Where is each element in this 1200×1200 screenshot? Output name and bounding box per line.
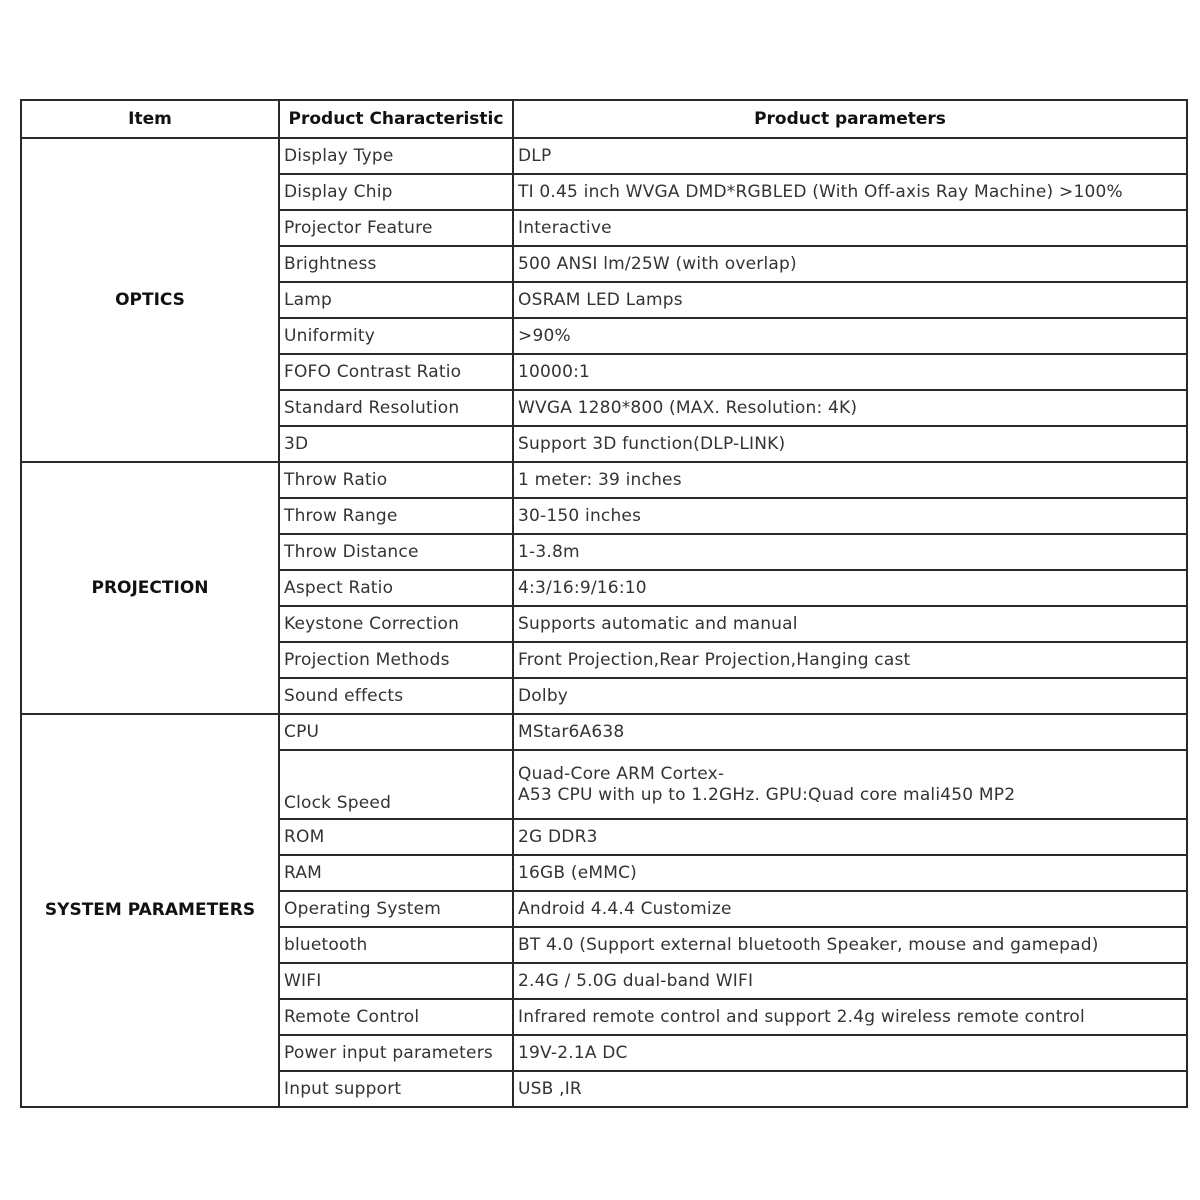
characteristic-cell: WIFI [279,963,513,999]
characteristic-cell: CPU [279,714,513,750]
parameter-cell: 1 meter: 39 inches [513,462,1187,498]
parameter-cell: DLP [513,138,1187,174]
parameter-cell: MStar6A638 [513,714,1187,750]
characteristic-cell: Throw Range [279,498,513,534]
characteristic-cell: Keystone Correction [279,606,513,642]
characteristic-cell: Aspect Ratio [279,570,513,606]
parameter-cell: 10000:1 [513,354,1187,390]
characteristic-cell: Projection Methods [279,642,513,678]
characteristic-cell: RAM [279,855,513,891]
parameter-line: A53 CPU with up to 1.2GHz. GPU:Quad core mali450 MP2 [518,784,1016,805]
characteristic-cell: Brightness [279,246,513,282]
characteristic-cell: Display Type [279,138,513,174]
parameter-cell: Dolby [513,678,1187,714]
characteristic-cell: FOFO Contrast Ratio [279,354,513,390]
parameter-cell: OSRAM LED Lamps [513,282,1187,318]
parameter-cell: 16GB (eMMC) [513,855,1187,891]
characteristic-cell: Sound effects [279,678,513,714]
characteristic-cell: ROM [279,819,513,855]
parameter-cell: WVGA 1280*800 (MAX. Resolution: 4K) [513,390,1187,426]
parameter-cell: Supports automatic and manual [513,606,1187,642]
characteristic-cell: Projector Feature [279,210,513,246]
group-label: PROJECTION [21,462,279,714]
characteristic-cell: Standard Resolution [279,390,513,426]
parameter-cell: 2.4G / 5.0G dual-band WIFI [513,963,1187,999]
table-row [21,714,1187,750]
parameter-cell: 30-150 inches [513,498,1187,534]
characteristic-cell: Power input parameters [279,1035,513,1071]
characteristic-cell: Remote Control [279,999,513,1035]
parameter-line: Quad-Core ARM Cortex- [518,764,725,785]
table-row [21,138,1187,174]
spec-table [20,99,1188,1108]
parameter-cell [513,750,1187,819]
characteristic-cell: Throw Distance [279,534,513,570]
parameter-cell: Front Projection,Rear Projection,Hanging cast [513,642,1187,678]
parameter-cell: Android 4.4.4 Customize [513,891,1187,927]
header-parameters: Product parameters [513,100,1187,138]
characteristic-cell: Lamp [279,282,513,318]
parameter-cell: BT 4.0 (Support external bluetooth Speaker, mouse and gamepad) [513,927,1187,963]
characteristic-cell: bluetooth [279,927,513,963]
spec-body [21,138,1187,1107]
characteristic-cell: Uniformity [279,318,513,354]
parameter-cell: >90% [513,318,1187,354]
characteristic-cell: Operating System [279,891,513,927]
parameter-cell: 19V-2.1A DC [513,1035,1187,1071]
header-row [21,100,1187,138]
characteristic-cell: Clock Speed [279,750,513,819]
characteristic-cell: Throw Ratio [279,462,513,498]
group-label: OPTICS [21,138,279,462]
header-item: Item [21,100,279,138]
table-row [21,462,1187,498]
parameter-cell: Support 3D function(DLP-LINK) [513,426,1187,462]
parameter-cell: USB ,IR [513,1071,1187,1107]
group-label: SYSTEM PARAMETERS [21,714,279,1107]
parameter-cell: 4:3/16:9/16:10 [513,570,1187,606]
parameter-cell: Interactive [513,210,1187,246]
parameter-cell: 500 ANSI lm/25W (with overlap) [513,246,1187,282]
parameter-cell: Infrared remote control and support 2.4g wireless remote control [513,999,1187,1035]
characteristic-cell: Input support [279,1071,513,1107]
characteristic-cell: 3D [279,426,513,462]
header-characteristic: Product Characteristic [279,100,513,138]
parameter-cell: 2G DDR3 [513,819,1187,855]
parameter-cell: 1-3.8m [513,534,1187,570]
parameter-cell: TI 0.45 inch WVGA DMD*RGBLED (With Off-axis Ray Machine) >100% [513,174,1187,210]
characteristic-cell: Display Chip [279,174,513,210]
